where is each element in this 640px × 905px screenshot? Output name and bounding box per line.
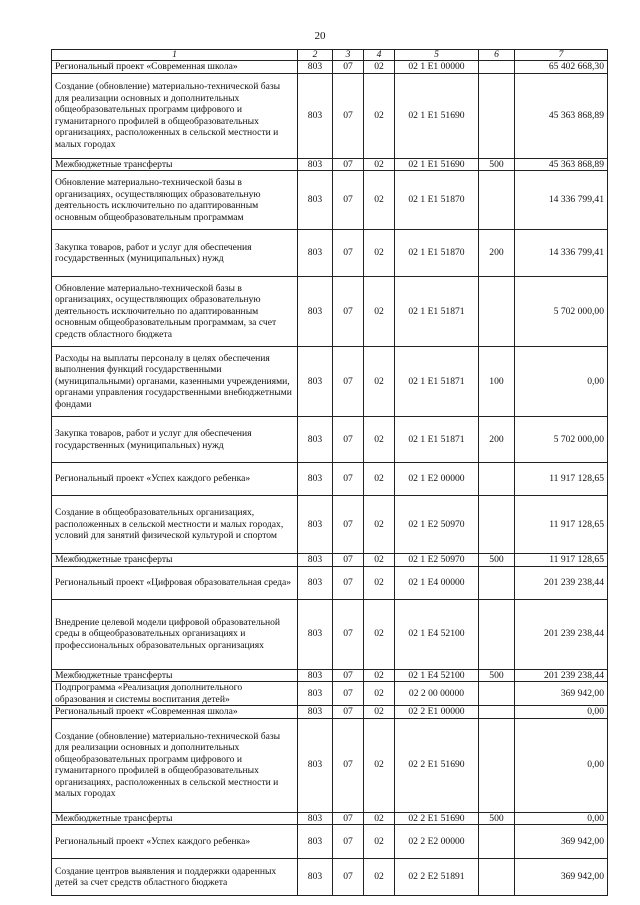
- table-row: [52, 277, 608, 347]
- row-subsection-cell: 02: [364, 706, 395, 719]
- row-subsection-cell: 02: [364, 669, 395, 682]
- row-section-cell: 07: [333, 61, 364, 74]
- row-amount-cell: 201 239 238,44: [515, 566, 608, 599]
- row-section-cell: 07: [333, 566, 364, 599]
- row-subsection-cell: 02: [364, 812, 395, 825]
- row-expense-type-cell: 500: [479, 812, 515, 825]
- row-expense-type-cell: 500: [479, 158, 515, 171]
- row-section-cell: 07: [333, 347, 364, 417]
- row-name-cell: Межбюджетные трансферты: [52, 554, 298, 567]
- row-target-article-cell: 02 1 E1 00000: [395, 61, 479, 74]
- row-name-cell: Региональный проект «Успех каждого ребенка»: [52, 825, 298, 859]
- row-code-cell: 803: [298, 859, 333, 896]
- row-code-cell: 803: [298, 347, 333, 417]
- row-name-cell: Региональный проект «Успех каждого ребенка»: [52, 463, 298, 496]
- row-target-article-cell: 02 1 E1 51690: [395, 73, 479, 158]
- row-target-article-cell: 02 1 E2 50970: [395, 554, 479, 567]
- row-expense-type-cell: [479, 706, 515, 719]
- row-expense-type-cell: 200: [479, 230, 515, 277]
- row-section-cell: 07: [333, 417, 364, 463]
- table-row: [52, 73, 608, 158]
- row-subsection-cell: 02: [364, 73, 395, 158]
- row-code-cell: 803: [298, 566, 333, 599]
- row-expense-type-cell: [479, 171, 515, 230]
- table-row: [52, 825, 608, 859]
- table-row: [52, 554, 608, 567]
- row-amount-cell: 369 942,00: [515, 859, 608, 896]
- row-name-cell: Создание (обновление) материально-технической базы для реализации основных и дополнительных общеобразовательных программ цифрового и гуманитарного профилей в общеобразовательных организациях, расположенных в сельской местности и малых городах: [52, 718, 298, 812]
- row-expense-type-cell: [479, 277, 515, 347]
- table-body: [52, 50, 608, 896]
- row-subsection-cell: 02: [364, 171, 395, 230]
- row-target-article-cell: 02 1 E2 00000: [395, 463, 479, 496]
- row-section-cell: 07: [333, 599, 364, 669]
- row-amount-cell: 11 917 128,65: [515, 496, 608, 554]
- row-name-cell: Региональный проект «Современная школа»: [52, 61, 298, 74]
- row-expense-type-cell: [479, 599, 515, 669]
- row-section-cell: 07: [333, 718, 364, 812]
- row-expense-type-cell: [479, 463, 515, 496]
- row-section-cell: 07: [333, 171, 364, 230]
- row-amount-cell: 45 363 868,89: [515, 73, 608, 158]
- row-name-cell: Закупка товаров, работ и услуг для обеспечения государственных (муниципальных) нужд: [52, 230, 298, 277]
- row-subsection-cell: 02: [364, 61, 395, 74]
- table-row: [52, 417, 608, 463]
- row-name-cell: Региональный проект «Цифровая образовательная среда»: [52, 566, 298, 599]
- row-subsection-cell: 02: [364, 277, 395, 347]
- row-target-article-cell: 02 1 E1 51870: [395, 230, 479, 277]
- row-amount-cell: 0,00: [515, 812, 608, 825]
- row-code-cell: 803: [298, 463, 333, 496]
- row-code-cell: 803: [298, 277, 333, 347]
- row-subsection-cell: 02: [364, 347, 395, 417]
- row-name-cell: Расходы на выплаты персоналу в целях обеспечения выполнения функций государственными (муниципальными) органами, казенными учреждениями, органами управления государственными внебюджетными фондами: [52, 347, 298, 417]
- row-subsection-cell: 02: [364, 825, 395, 859]
- row-expense-type-cell: 500: [479, 669, 515, 682]
- row-target-article-cell: 02 1 E4 52100: [395, 669, 479, 682]
- header-row: [52, 50, 608, 61]
- row-target-article-cell: 02 2 E2 00000: [395, 825, 479, 859]
- row-section-cell: 07: [333, 277, 364, 347]
- row-name-cell: Обновление материально-технической базы в организациях, осуществляющих образовательную деятельность исключительно по адаптированным основным общеобразовательным программам: [52, 171, 298, 230]
- row-name-cell: Создание в общеобразовательных организациях, расположенных в сельской местности и малых городах, условий для занятий физической культурой и спортом: [52, 496, 298, 554]
- row-code-cell: 803: [298, 73, 333, 158]
- row-section-cell: 07: [333, 230, 364, 277]
- row-name-cell: Создание центров выявления и поддержки одаренных детей за счет средств областного бюджета: [52, 859, 298, 896]
- budget-table: [51, 49, 608, 896]
- row-name-cell: Межбюджетные трансферты: [52, 669, 298, 682]
- table-row: [52, 599, 608, 669]
- row-subsection-cell: 02: [364, 463, 395, 496]
- row-subsection-cell: 02: [364, 230, 395, 277]
- row-section-cell: 07: [333, 682, 364, 706]
- row-section-cell: 07: [333, 158, 364, 171]
- table-row: [52, 718, 608, 812]
- table-row: [52, 812, 608, 825]
- row-code-cell: 803: [298, 812, 333, 825]
- row-section-cell: 07: [333, 496, 364, 554]
- row-expense-type-cell: [479, 682, 515, 706]
- row-section-cell: 07: [333, 73, 364, 158]
- table-row: [52, 859, 608, 896]
- page-number: 20: [314, 30, 326, 42]
- row-subsection-cell: 02: [364, 554, 395, 567]
- row-subsection-cell: 02: [364, 682, 395, 706]
- table-row: [52, 669, 608, 682]
- row-target-article-cell: 02 1 E4 52100: [395, 599, 479, 669]
- row-name-cell: Закупка товаров, работ и услуг для обеспечения государственных (муниципальных) нужд: [52, 417, 298, 463]
- row-target-article-cell: 02 2 E1 51690: [395, 812, 479, 825]
- row-amount-cell: 45 363 868,89: [515, 158, 608, 171]
- row-target-article-cell: 02 2 E1 51690: [395, 718, 479, 812]
- table-row: [52, 682, 608, 706]
- row-expense-type-cell: [479, 566, 515, 599]
- row-code-cell: 803: [298, 706, 333, 719]
- row-expense-type-cell: 100: [479, 347, 515, 417]
- row-amount-cell: 14 336 799,41: [515, 171, 608, 230]
- row-section-cell: 07: [333, 812, 364, 825]
- row-expense-type-cell: [479, 825, 515, 859]
- table-row: [52, 61, 608, 74]
- row-code-cell: 803: [298, 158, 333, 171]
- header-cell: 2: [298, 50, 333, 61]
- row-code-cell: 803: [298, 825, 333, 859]
- row-name-cell: Подпрограмма «Реализация дополнительного образования и системы воспитания детей»: [52, 682, 298, 706]
- row-expense-type-cell: [479, 61, 515, 74]
- row-target-article-cell: 02 1 E1 51870: [395, 171, 479, 230]
- row-amount-cell: 5 702 000,00: [515, 417, 608, 463]
- row-amount-cell: 65 402 668,30: [515, 61, 608, 74]
- row-amount-cell: 0,00: [515, 706, 608, 719]
- row-target-article-cell: 02 1 E4 00000: [395, 566, 479, 599]
- row-expense-type-cell: [479, 496, 515, 554]
- row-code-cell: 803: [298, 496, 333, 554]
- header-cell: 4: [364, 50, 395, 61]
- row-subsection-cell: 02: [364, 566, 395, 599]
- header-cell: 3: [333, 50, 364, 61]
- table-row: [52, 496, 608, 554]
- row-section-cell: 07: [333, 825, 364, 859]
- header-cell: 5: [395, 50, 479, 61]
- table-row: [52, 347, 608, 417]
- row-code-cell: 803: [298, 230, 333, 277]
- row-section-cell: 07: [333, 706, 364, 719]
- row-target-article-cell: 02 1 E1 51871: [395, 417, 479, 463]
- row-name-cell: Обновление материально-технической базы в организациях, осуществляющих образовательную деятельность исключительно по адаптированным основным общеобразовательным программам, за счет средств областного бюджета: [52, 277, 298, 347]
- row-expense-type-cell: 200: [479, 417, 515, 463]
- row-subsection-cell: 02: [364, 417, 395, 463]
- row-subsection-cell: 02: [364, 859, 395, 896]
- row-target-article-cell: 02 1 E1 51690: [395, 158, 479, 171]
- row-amount-cell: 0,00: [515, 718, 608, 812]
- row-code-cell: 803: [298, 669, 333, 682]
- table-row: [52, 230, 608, 277]
- row-amount-cell: 201 239 238,44: [515, 669, 608, 682]
- row-expense-type-cell: 500: [479, 554, 515, 567]
- row-amount-cell: 5 702 000,00: [515, 277, 608, 347]
- row-name-cell: Внедрение целевой модели цифровой образовательной среды в общеобразовательных организациях и профессиональных образовательных организациях: [52, 599, 298, 669]
- row-amount-cell: 14 336 799,41: [515, 230, 608, 277]
- row-subsection-cell: 02: [364, 599, 395, 669]
- row-code-cell: 803: [298, 554, 333, 567]
- row-amount-cell: 0,00: [515, 347, 608, 417]
- row-amount-cell: 369 942,00: [515, 682, 608, 706]
- row-target-article-cell: 02 2 00 00000: [395, 682, 479, 706]
- row-amount-cell: 11 917 128,65: [515, 463, 608, 496]
- row-subsection-cell: 02: [364, 718, 395, 812]
- row-name-cell: Межбюджетные трансферты: [52, 158, 298, 171]
- row-target-article-cell: 02 2 E2 51891: [395, 859, 479, 896]
- row-section-cell: 07: [333, 463, 364, 496]
- row-amount-cell: 201 239 238,44: [515, 599, 608, 669]
- table-row: [52, 171, 608, 230]
- row-target-article-cell: 02 1 E2 50970: [395, 496, 479, 554]
- row-name-cell: Создание (обновление) материально-технической базы для реализации основных и дополнительных общеобразовательных программ цифрового и гуманитарного профилей в общеобразовательных организациях, расположенных в сельской местности и малых городах: [52, 73, 298, 158]
- row-section-cell: 07: [333, 859, 364, 896]
- row-code-cell: 803: [298, 682, 333, 706]
- header-cell: 1: [52, 50, 298, 61]
- row-code-cell: 803: [298, 61, 333, 74]
- table-row: [52, 463, 608, 496]
- row-code-cell: 803: [298, 417, 333, 463]
- row-target-article-cell: 02 2 E1 00000: [395, 706, 479, 719]
- row-name-cell: Межбюджетные трансферты: [52, 812, 298, 825]
- table-row: [52, 158, 608, 171]
- row-expense-type-cell: [479, 718, 515, 812]
- row-subsection-cell: 02: [364, 158, 395, 171]
- header-cell: 6: [479, 50, 515, 61]
- row-target-article-cell: 02 1 E1 51871: [395, 347, 479, 417]
- row-section-cell: 07: [333, 554, 364, 567]
- row-expense-type-cell: [479, 73, 515, 158]
- row-section-cell: 07: [333, 669, 364, 682]
- row-target-article-cell: 02 1 E1 51871: [395, 277, 479, 347]
- row-name-cell: Региональный проект «Современная школа»: [52, 706, 298, 719]
- row-subsection-cell: 02: [364, 496, 395, 554]
- table-row: [52, 566, 608, 599]
- header-cell: 7: [515, 50, 608, 61]
- row-amount-cell: 11 917 128,65: [515, 554, 608, 567]
- row-code-cell: 803: [298, 171, 333, 230]
- row-expense-type-cell: [479, 859, 515, 896]
- row-amount-cell: 369 942,00: [515, 825, 608, 859]
- row-code-cell: 803: [298, 718, 333, 812]
- table-row: [52, 706, 608, 719]
- row-code-cell: 803: [298, 599, 333, 669]
